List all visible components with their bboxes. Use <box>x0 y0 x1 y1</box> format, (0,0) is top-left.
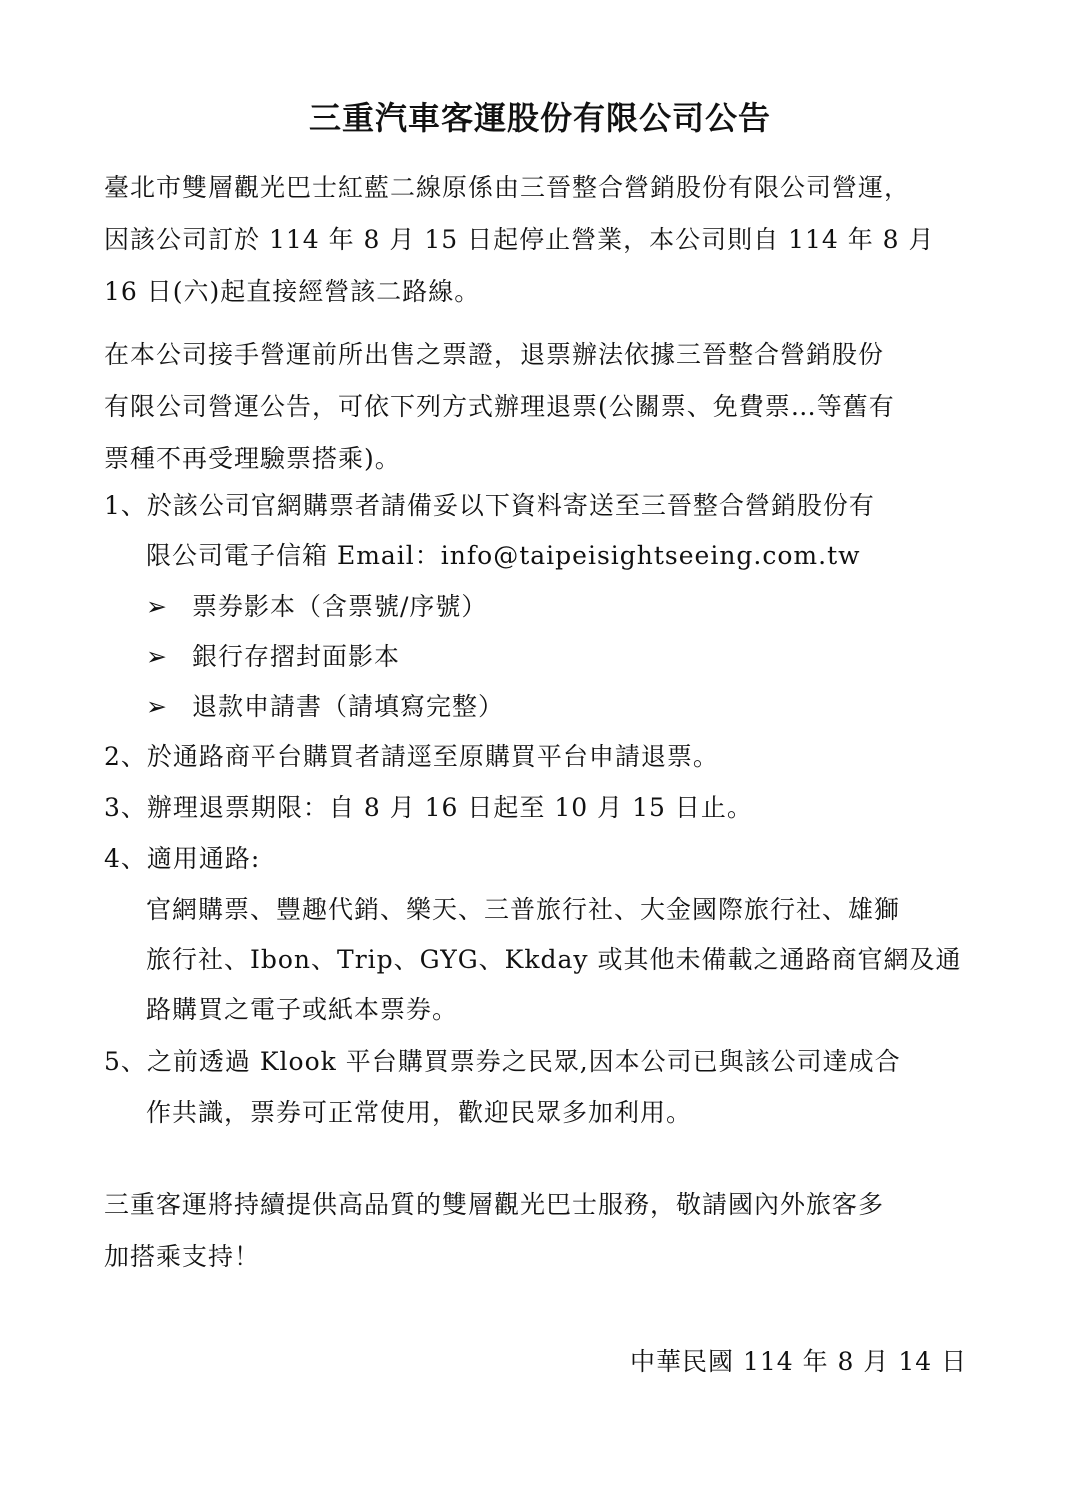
refund-notice-line: 有限公司營運公告，可依下列方式辦理退票(公關票、免費票…等舊有 <box>104 392 895 421</box>
bullet-text: 退款申請書（請填寫完整） <box>192 692 505 721</box>
arrow-bullet-icon: ➢ <box>146 592 168 621</box>
list-item-text: 之前透過 Klook 平台購買票券之民眾,因本公司已與該公司達成合 <box>146 1047 901 1076</box>
refund-notice-line: 票種不再受理驗票搭乘)。 <box>104 444 401 473</box>
channels-line: 路購買之電子或紙本票券。 <box>146 995 459 1024</box>
bullet-item <box>146 581 487 633</box>
bullet-item <box>146 631 400 683</box>
list-item-continuation: 作共識，票券可正常使用，歡迎民眾多加利用。 <box>146 1098 693 1127</box>
intro-line: 16 日(六)起直接經營該二路線。 <box>104 277 481 306</box>
arrow-bullet-icon: ➢ <box>146 692 168 721</box>
refund-notice-paragraph <box>104 329 984 485</box>
list-item-text: 於通路商平台購買者請逕至原購買平台申請退票。 <box>146 742 719 771</box>
list-item-1 <box>104 480 984 532</box>
closing-paragraph <box>104 1179 984 1283</box>
list-item-number: 5、 <box>104 1047 147 1076</box>
list-item-5 <box>104 1036 984 1088</box>
list-item-number: 1、 <box>104 491 147 520</box>
list-item-text: 辦理退票期限：自 8 月 16 日起至 10 月 15 日止。 <box>146 793 753 822</box>
list-item-number: 4、 <box>104 844 147 873</box>
bullet-item <box>146 681 504 733</box>
arrow-bullet-icon: ➢ <box>146 642 168 671</box>
page-title: 三重汽車客運股份有限公司公告 <box>308 99 771 137</box>
closing-line: 三重客運將持續提供高品質的雙層觀光巴士服務，敬請國內外旅客多 <box>104 1190 885 1219</box>
intro-paragraph <box>104 162 984 318</box>
channels-line: 官網購票、豐趣代銷、樂天、三普旅行社、大金國際旅行社、雄獅 <box>146 895 901 924</box>
list-item-text: 適用通路: <box>146 844 261 873</box>
channels-line: 旅行社、Ibon、Trip、GYG、Kkday 或其他未備載之通路商官網及通 <box>146 945 962 974</box>
email-line: 限公司電子信箱 Email：info@taipeisightseeing.com.tw <box>146 541 861 570</box>
refund-notice-line: 在本公司接手營運前所出售之票證，退票辦法依據三晉整合營銷股份 <box>104 340 885 369</box>
list-item-text: 於該公司官網購票者請備妥以下資料寄送至三晉整合營銷股份有 <box>146 491 875 520</box>
bullet-text: 票券影本（含票號/序號） <box>192 592 488 621</box>
bullet-text: 銀行存摺封面影本 <box>192 642 401 671</box>
intro-line: 因該公司訂於 114 年 8 月 15 日起停止營業，本公司則自 114 年 8 月 <box>104 225 935 254</box>
closing-line: 加搭乘支持！ <box>104 1242 261 1271</box>
list-item-4 <box>104 833 984 885</box>
list-item-number: 3、 <box>104 793 147 822</box>
intro-line: 臺北市雙層觀光巴士紅藍二線原係由三晉整合營銷股份有限公司營運， <box>104 173 911 202</box>
list-item-2 <box>104 731 984 783</box>
announcement-date: 中華民國 114 年 8 月 14 日 <box>630 1347 968 1376</box>
list-item-number: 2、 <box>104 742 147 771</box>
list-item-3 <box>104 782 984 834</box>
